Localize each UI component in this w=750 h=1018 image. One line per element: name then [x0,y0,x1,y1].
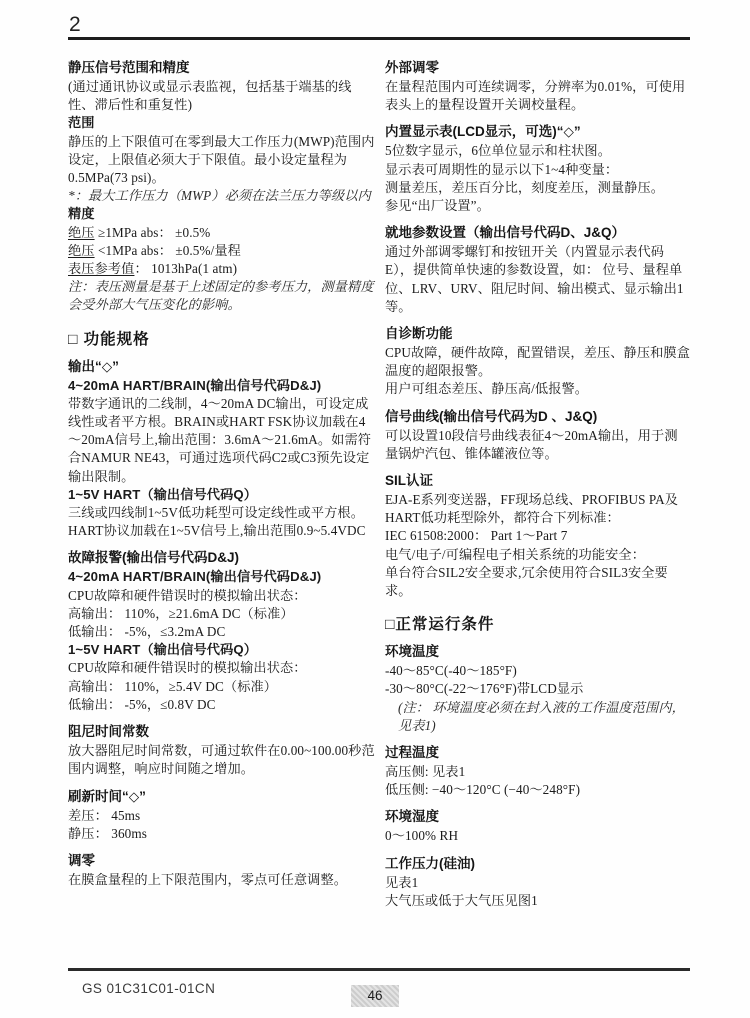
spec-line: CPU故障和硬件错误时的模拟输出状态： [68,660,307,676]
spec-section [385,408,690,463]
chapter-title: □ 功能规格 [68,330,150,348]
spec-line: 高压侧: 见表1 [385,764,466,780]
spec-section [68,788,377,843]
footer-rule [68,968,690,971]
section-title: 就地参数设置（输出信号代码D、J&Q） [385,225,626,241]
signal-code-heading: 1~5V HART（输出信号代码Q） [68,642,258,658]
underlined-term: 绝压 [68,242,95,258]
spec-line: -30～80°C(-22～176°F)带LCD显示 [385,681,584,697]
spec-section [385,808,690,845]
section-title: 故障报警(输出信号代码D&J) [68,550,239,566]
section-title: 环境湿度 [385,809,439,825]
sub-heading: 范围 [68,115,95,131]
spec-section [68,358,377,541]
spec-line: IEC 61508:2000： Part 1～Part 7 [385,528,568,544]
two-column-body [68,50,690,910]
spec-line: 可以设置10段信号曲线表征4～20mA输出，用于测量锅炉汽包、锥体罐液位等。 [385,427,678,461]
spec-section [385,123,690,215]
sub-heading: 精度 [68,206,95,222]
underlined-term: 表压参考值 [68,261,135,277]
spec-line: 三线或四线制1~5V低功耗型可设定线性或平方根。HART协议加载在1~5V信号上,输出范围0.9~5.4VDC [68,505,366,539]
spec-section [385,472,690,600]
underlined-term: 绝压 [68,224,95,240]
spec-section [68,723,377,778]
spec-section [68,59,377,315]
spec-section [385,224,690,316]
spec-line: 0～100% RH [385,828,459,844]
right-column [385,50,690,910]
section-title: 内置显示表(LCD显示，可选)“◇” [385,124,581,140]
spec-line: 在量程范围内可连续调零，分辨率为0.01%，可使用表头上的量程设置开关调校量程。 [385,79,686,113]
chapter-heading-section [385,615,690,634]
section-title: 自诊断功能 [385,326,453,342]
section-title: 输出“◇” [68,358,119,374]
section-title: 外部调零 [385,60,439,75]
section-title: 刷新时间“◇” [68,788,146,804]
spec-line: 见表1 [385,874,419,890]
page-number-top: 2 [69,13,81,36]
spec-section [385,643,690,735]
spec-line: 用户可组态差压、静压高/低报警。 [385,381,589,397]
section-title: 静压信号范围和精度 [68,60,190,75]
spec-line: 大气压或低于大气压见图1 [385,892,538,908]
signal-code-heading: 4~20mA HART/BRAIN(输出信号代码D&J) [68,377,322,393]
spec-line: 绝压 <1MPa abs： ±0.5%/量程 [68,242,241,258]
spec-section [68,549,377,714]
footnote: 注：表压测量是基于上述固定的参考压力，测量精度会受外部大气压变化的影响。 [68,279,374,313]
spec-line: 5位数字显示，6位单位显示和柱状图。 [385,143,611,159]
footnote: *：最大工作压力（MWP）必须在法兰压力等级以内 [68,188,371,204]
section-title: 工作压力(硅油) [385,855,475,871]
spec-section [385,744,690,799]
spec-line: 电气/电子/可编程电子相关系统的功能安全： [385,546,645,562]
spec-line: 高输出： 110%，≥5.4V DC（标准） [68,678,278,694]
footnote: (注： 环境温度必须在封入液的工作温度范围内，见表1) [398,699,685,733]
left-column [68,50,385,910]
spec-line: -40～85°C(-40～185°F) [385,663,517,679]
page-footer [68,968,690,1003]
spec-section [385,855,690,910]
spec-line: CPU故障，硬件故障，配置错误，差压、静压和膜盒温度的超限报警。 [385,345,690,379]
spec-line: 绝压 ≥1MPa abs： ±0.5% [68,224,211,240]
section-title: 过程温度 [385,745,439,761]
signal-code-heading: 4~20mA HART/BRAIN(输出信号代码D&J) [68,569,322,585]
chapter-title: □正常运行条件 [385,616,495,634]
spec-line: 静压： 360ms [68,825,147,841]
spec-line: 放大器阻尼时间常数，可通过软件在0.00~100.00秒范围内调整，响应时间随之增加。 [68,743,375,777]
spec-line: 通过外部调零螺钉和按钮开关（内置显示表代码E），提供简单快速的参数设置，如： 位号、量程单位、LRV、URV、阻尼时间、输出模式、显示输出1等。 [385,244,684,314]
header-rule [68,37,690,40]
spec-line: 测量差压，差压百分比，刻度差压，测量静压。 [385,179,665,195]
section-title: 阻尼时间常数 [68,724,149,740]
spec-line: CPU故障和硬件错误时的模拟输出状态： [68,587,307,603]
footer-row [68,981,690,1003]
spec-section [385,59,690,114]
spec-line: 参见“出厂设置”。 [385,198,490,214]
spec-line: 带数字通讯的二线制，4～20mA DC输出，可设定成线性或者平方根。BRAIN或HART FSK协议加载在4～20mA信号上,输出范围：3.6mA～21.6mA。如需符合NAMUR NE43，可通过选项代码C2或C3预先设定输出限制。 [68,395,372,484]
section-title: SIL认证 [385,473,434,489]
spec-line: 高输出： 110%，≥21.6mA DC（标准） [68,605,294,621]
spec-line: 低压侧: −40～120°C (−40～248°F) [385,782,581,798]
spec-line: 显示表可周期性的显示以下1~4种变量： [385,161,619,177]
spec-line: 低输出： -5%，≤3.2mA DC [68,624,226,640]
spec-line: 在膜盒量程的上下限范围内，零点可任意调整。 [68,871,348,887]
spec-line: (通过通讯协议或显示表监视，包括基于端基的线性、滞后性和重复性) [68,79,352,113]
spec-section [68,852,377,889]
chapter-heading-section [68,330,377,349]
page-number-badge: 46 [351,985,399,1007]
spec-line: 差压： 45ms [68,807,141,823]
section-title: 信号曲线(输出信号代码为D 、J&Q) [385,408,598,424]
spec-line: 静压的上下限值可在零到最大工作压力(MWP)范围内设定，上限值必须大于下限值。最小设定量程为0.5MPa(73 psi)。 [68,133,375,186]
signal-code-heading: 1~5V HART（输出信号代码Q） [68,486,258,502]
spec-line: 单台符合SIL2安全要求,冗余使用符合SIL3安全要求。 [385,564,668,599]
spec-line: EJA-E系列变送器，FF现场总线、PROFIBUS PA及HART低功耗型除外，都符合下列标准： [385,492,679,526]
spec-line: 低输出： -5%，≤0.8V DC [68,696,216,712]
spec-line: 表压参考值： 1013hPa(1 atm) [68,261,238,277]
section-title: 环境温度 [385,644,439,660]
section-title: 调零 [68,852,95,868]
document-code: GS 01C31C01-01CN [82,981,216,996]
spec-section [385,325,690,399]
